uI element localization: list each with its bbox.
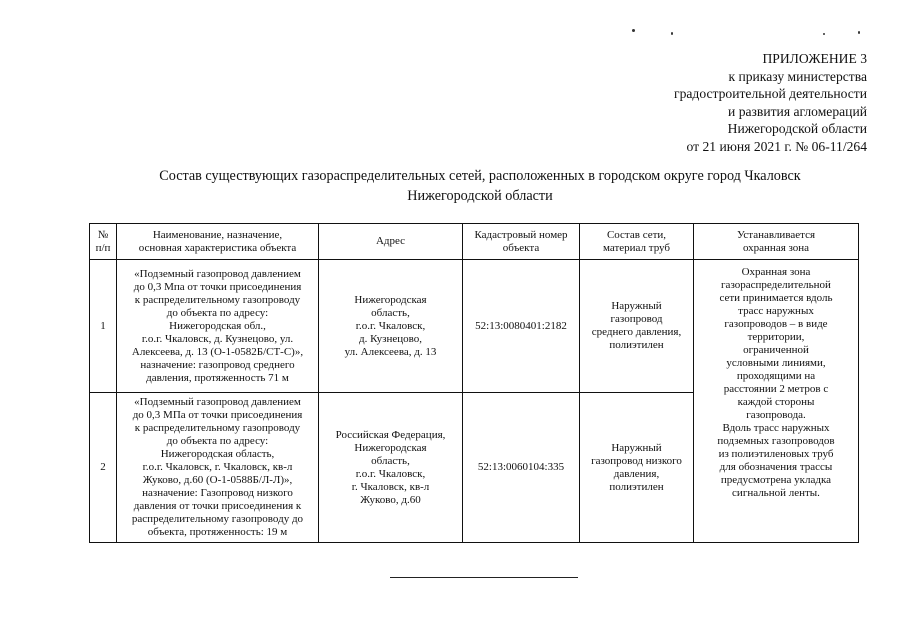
object-address: Нижегородская область, г.о.г. Чкаловск, д. Кузнецово, ул. Алексеева, д. 13 (319, 260, 463, 393)
title-line-1: Состав существующих газораспределительных сетей, расположенных в городском округе город Чкаловск (159, 168, 801, 184)
scan-speck (823, 33, 825, 35)
title-line-2: Нижегородской области (407, 188, 553, 204)
cadastral-number: 52:13:0080401:2182 (463, 260, 580, 393)
signature-rule (390, 577, 578, 578)
header-name: Наименование, назначение, основная характеристика объекта (117, 224, 319, 260)
appendix-line: и развития агломераций (728, 103, 867, 119)
cadastral-number: 52:13:0060104:335 (463, 393, 580, 543)
appendix-line: к приказу министерства (728, 68, 867, 84)
table-row (90, 260, 859, 393)
appendix-header (547, 50, 867, 155)
appendix-line: градостроительной деятельности (674, 86, 867, 101)
row-number: 2 (90, 393, 117, 543)
object-name: «Подземный газопровод давлением до 0,3 Мпа от точки присоединения к распределительному газопроводу до объекта по адресу: Нижегородская обл., г.о.г. Чкаловск, д. Кузнецово, ул. Алексеева, д. 13 (О-1-0582Б/СТ-С)», назначение: газопровод среднего давления, протяженность 71 м (117, 260, 319, 393)
object-address: Российская Федерация, Нижегородская область, г.о.г. Чкаловск, г. Чкаловск, кв-л Жуково, д.60 (319, 393, 463, 543)
header-cadastral: Кадастровый номер объекта (463, 224, 580, 260)
network-composition: Наружный газопровод среднего давления, полиэтилен (580, 260, 694, 393)
header-address: Адрес (319, 224, 463, 260)
table-header-row (90, 224, 859, 260)
row-number: 1 (90, 260, 117, 393)
appendix-line: Нижегородской области (727, 121, 867, 136)
scan-speck (671, 32, 673, 35)
scan-speck (858, 31, 860, 34)
header-protection: Устанавливается охранная зона (694, 224, 859, 260)
document-title (90, 166, 870, 206)
header-number: № п/п (90, 224, 117, 260)
protection-zone: Охранная зона газораспределительной сети принимается вдоль трасс наружных газопроводов – в виде территории, ограниченной условными линиями, проходящими на расстоянии 2 метров с каждой стороны газопровода. Вдоль трасс наружных подземных газопроводов из полиэтиленовых труб для обозначения трассы предусмотрена укладка сигнальной ленты. (694, 260, 859, 543)
appendix-line: от 21 июня 2021 г. № 06-11/264 (686, 138, 867, 154)
gas-network-table (89, 223, 859, 543)
object-name: «Подземный газопровод давлением до 0,3 МПа от точки присоединения к распределительному газопроводу до объекта по адресу: Нижегородская область, г.о.г. Чкаловск, г. Чкаловск, кв-л Жуково, д.60 (О-1-0588Б/Л-Л)», назначение: Газопровод низкого давления от точки присоединения к распределительному газопроводу до объекта, протяженность: 19 м (117, 393, 319, 543)
appendix-label: ПРИЛОЖЕНИЕ 3 (762, 51, 867, 66)
network-composition: Наружный газопровод низкого давления, полиэтилен (580, 393, 694, 543)
header-composition: Состав сети, материал труб (580, 224, 694, 260)
scan-speck (632, 29, 635, 32)
